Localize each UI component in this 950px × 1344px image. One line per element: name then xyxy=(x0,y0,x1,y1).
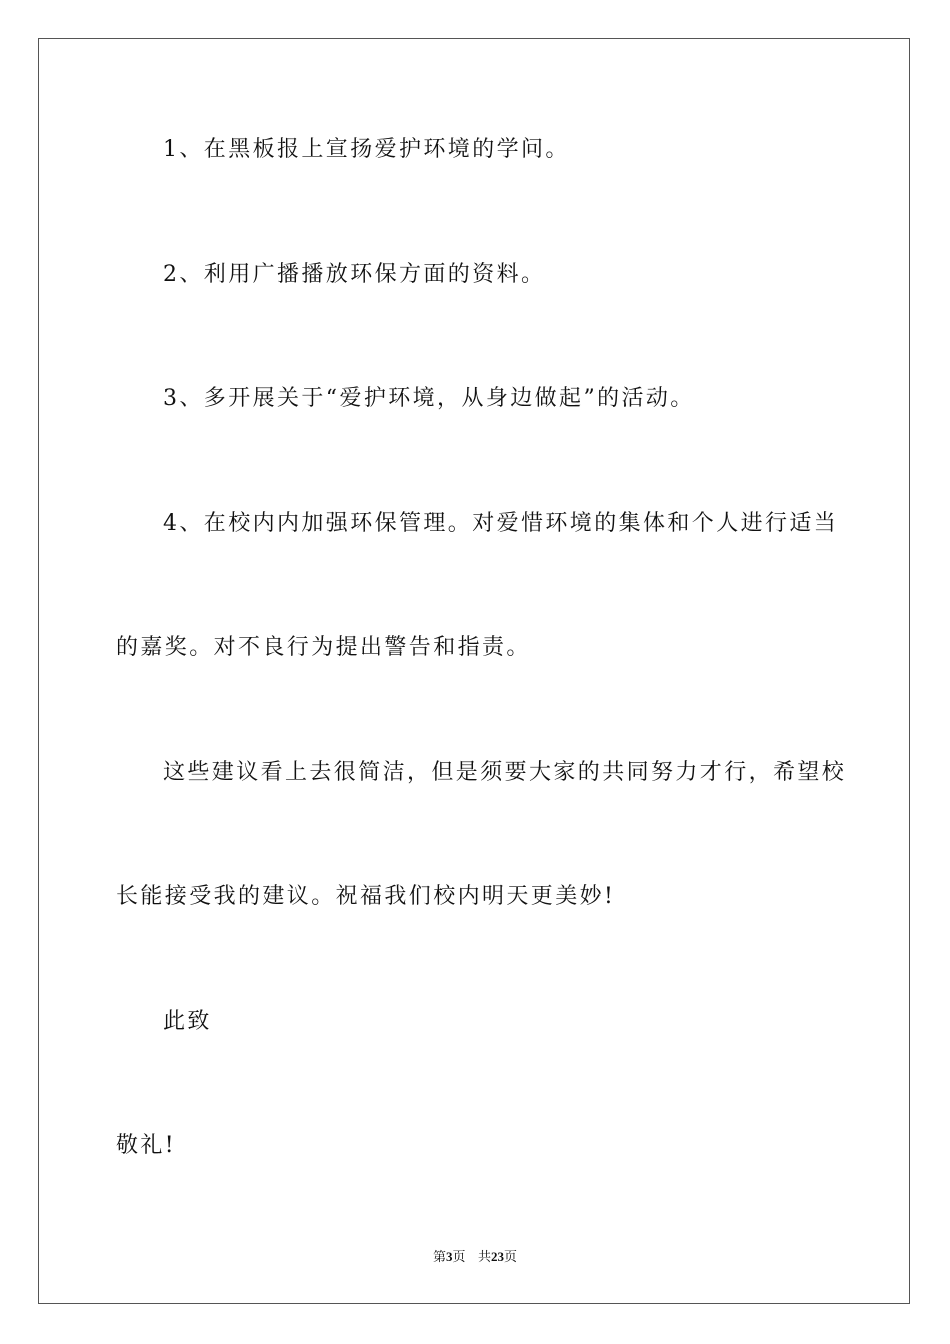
list-item-4: 4、在校内内加强环保管理。对爱惜环境的集体和个人进行适当 xyxy=(163,511,839,536)
regards: 敬礼! xyxy=(116,1133,177,1158)
page-suffix: 页 xyxy=(452,1250,466,1265)
page-frame xyxy=(38,38,910,1304)
page-number: 3 xyxy=(446,1249,453,1264)
list-item-4-continued: 的嘉奖。对不良行为提出警告和指责。 xyxy=(116,635,531,660)
salutation: 此致 xyxy=(163,1009,212,1034)
list-item-3: 3、多开展关于“爱护环境，从身边做起”的活动。 xyxy=(163,386,695,411)
page-footer xyxy=(0,1248,950,1267)
total-pages: 23 xyxy=(490,1249,504,1264)
page-prefix: 第 xyxy=(433,1250,447,1265)
closing-paragraph-continued: 长能接受我的建议。祝福我们校内明天更美妙! xyxy=(116,884,616,909)
total-prefix: 共 xyxy=(477,1250,491,1265)
list-item-1: 1、在黑板报上宣扬爱护环境的学问。 xyxy=(163,137,570,162)
total-suffix: 页 xyxy=(503,1250,517,1265)
list-item-2: 2、利用广播播放环保方面的资料。 xyxy=(163,262,546,287)
closing-paragraph: 这些建议看上去很简洁，但是须要大家的共同努力才行，希望校 xyxy=(163,760,847,785)
